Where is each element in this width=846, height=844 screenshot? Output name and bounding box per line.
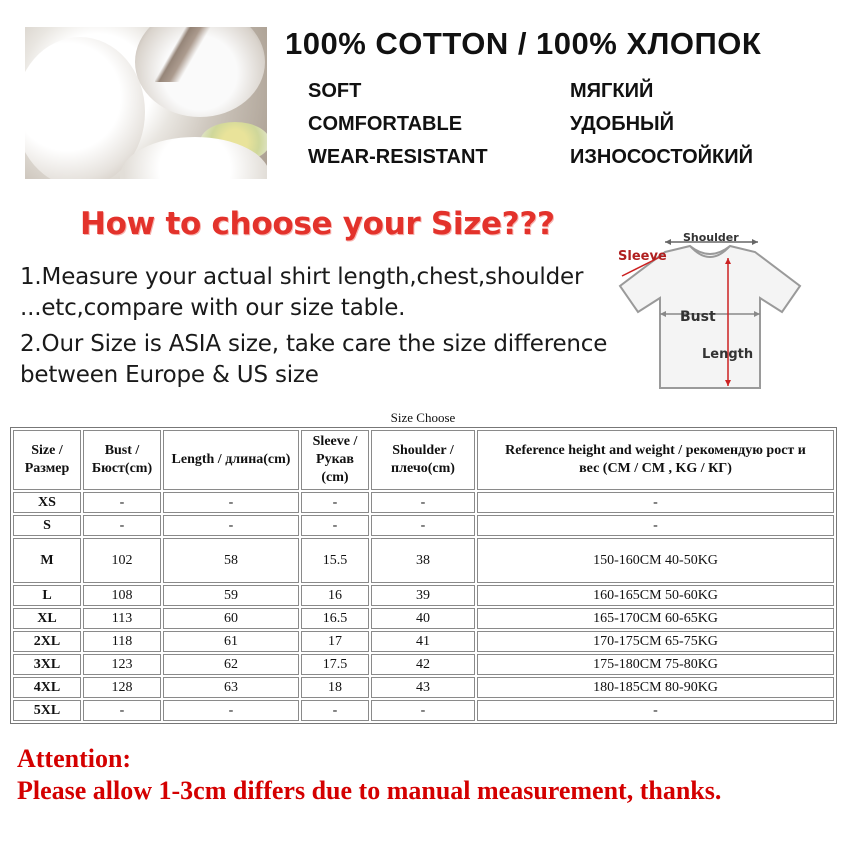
shoulder-cell: 43 bbox=[371, 677, 475, 698]
sleeve-cell: - bbox=[301, 492, 369, 513]
bust-cell: 128 bbox=[83, 677, 161, 698]
feature-ru-wear-resistant: ИЗНОСОСТОЙКИЙ bbox=[570, 146, 753, 168]
length-cell: 61 bbox=[163, 631, 299, 652]
bust-cell: 108 bbox=[83, 585, 161, 606]
reference-cell: 165-170CM 60-65KG bbox=[477, 608, 834, 629]
reference-cell: - bbox=[477, 700, 834, 721]
attention-text: Please allow 1-3cm differs due to manual measurement, thanks. bbox=[17, 776, 722, 805]
reference-cell: 150-160CM 40-50KG bbox=[477, 538, 834, 583]
feature-en-wear-resistant: WEAR-RESISTANT bbox=[308, 146, 488, 168]
reference-cell: - bbox=[477, 492, 834, 513]
table-row bbox=[13, 700, 834, 721]
table-row bbox=[13, 538, 834, 583]
sleeve-cell: - bbox=[301, 515, 369, 536]
header-shoulder: Shoulder / плечо(cm) bbox=[371, 430, 475, 490]
table-caption: Size Choose bbox=[390, 410, 456, 425]
table-row bbox=[13, 492, 834, 513]
header-bust: Bust / Бюст(cm) bbox=[83, 430, 161, 490]
header-length: Length / длина(cm) bbox=[163, 430, 299, 490]
size-cell: 3XL bbox=[13, 654, 81, 675]
bust-cell: 113 bbox=[83, 608, 161, 629]
guide-line-1: 1.Measure your actual shirt length,chest,shoulder bbox=[20, 264, 584, 290]
bust-cell: - bbox=[83, 492, 161, 513]
reference-cell: 180-185CM 80-90KG bbox=[477, 677, 834, 698]
length-cell: 59 bbox=[163, 585, 299, 606]
bust-cell: 118 bbox=[83, 631, 161, 652]
feature-en-soft: SOFT bbox=[308, 80, 362, 102]
length-cell: - bbox=[163, 492, 299, 513]
length-cell: - bbox=[163, 700, 299, 721]
sleeve-cell: - bbox=[301, 700, 369, 721]
shoulder-cell: 41 bbox=[371, 631, 475, 652]
cotton-photo bbox=[25, 27, 267, 179]
guide-line-3: 2.Our Size is ASIA size, take care the size difference bbox=[20, 331, 608, 357]
header-reference: Reference height and weight / рекомендую рост и вес (CM / CM , KG / КГ) bbox=[477, 430, 834, 490]
guide-line-2: ...etc,compare with our size table. bbox=[20, 295, 406, 321]
shoulder-cell: 40 bbox=[371, 608, 475, 629]
sleeve-cell: 16 bbox=[301, 585, 369, 606]
table-row bbox=[13, 608, 834, 629]
length-cell: 60 bbox=[163, 608, 299, 629]
tshirt-measure-diagram bbox=[610, 228, 810, 396]
size-cell: L bbox=[13, 585, 81, 606]
table-header-row bbox=[13, 430, 834, 490]
header-sleeve: Sleeve / Рукав (cm) bbox=[301, 430, 369, 490]
reference-cell: 160-165CM 50-60KG bbox=[477, 585, 834, 606]
sleeve-cell: 15.5 bbox=[301, 538, 369, 583]
guide-line-4: between Europe & US size bbox=[20, 362, 319, 388]
shoulder-cell: - bbox=[371, 515, 475, 536]
table-row bbox=[13, 631, 834, 652]
bust-cell: 123 bbox=[83, 654, 161, 675]
diagram-label-sleeve: Sleeve bbox=[618, 249, 667, 264]
material-headline: 100% COTTON / 100% ХЛОПОК bbox=[285, 26, 762, 61]
size-cell: S bbox=[13, 515, 81, 536]
size-guide-title: How to choose your Size??? bbox=[80, 206, 555, 242]
table-row bbox=[13, 654, 834, 675]
attention-heading: Attention: bbox=[17, 744, 132, 773]
header-size: Size / Размер bbox=[13, 430, 81, 490]
length-cell: 62 bbox=[163, 654, 299, 675]
reference-cell: 175-180CM 75-80KG bbox=[477, 654, 834, 675]
size-cell: 5XL bbox=[13, 700, 81, 721]
length-cell: - bbox=[163, 515, 299, 536]
bust-cell: - bbox=[83, 700, 161, 721]
size-cell: 4XL bbox=[13, 677, 81, 698]
shoulder-cell: 38 bbox=[371, 538, 475, 583]
bust-cell: 102 bbox=[83, 538, 161, 583]
shoulder-cell: - bbox=[371, 700, 475, 721]
table-row bbox=[13, 677, 834, 698]
feature-ru-comfortable: УДОБНЫЙ bbox=[570, 113, 675, 135]
size-cell: 2XL bbox=[13, 631, 81, 652]
shoulder-cell: - bbox=[371, 492, 475, 513]
bust-cell: - bbox=[83, 515, 161, 536]
table-row bbox=[13, 515, 834, 536]
sleeve-cell: 17 bbox=[301, 631, 369, 652]
reference-cell: 170-175CM 65-75KG bbox=[477, 631, 834, 652]
size-cell: XL bbox=[13, 608, 81, 629]
reference-cell: - bbox=[477, 515, 834, 536]
diagram-label-bust: Bust bbox=[680, 309, 716, 325]
shoulder-cell: 39 bbox=[371, 585, 475, 606]
diagram-label-length: Length bbox=[702, 347, 754, 362]
diagram-label-shoulder: Shoulder bbox=[683, 231, 739, 244]
sleeve-cell: 17.5 bbox=[301, 654, 369, 675]
feature-ru-soft: МЯГКИЙ bbox=[570, 80, 654, 102]
size-table bbox=[10, 427, 837, 724]
feature-en-comfortable: COMFORTABLE bbox=[308, 113, 463, 135]
size-cell: XS bbox=[13, 492, 81, 513]
length-cell: 63 bbox=[163, 677, 299, 698]
shoulder-cell: 42 bbox=[371, 654, 475, 675]
length-cell: 58 bbox=[163, 538, 299, 583]
sleeve-cell: 18 bbox=[301, 677, 369, 698]
sleeve-cell: 16.5 bbox=[301, 608, 369, 629]
size-cell: M bbox=[13, 538, 81, 583]
table-row bbox=[13, 585, 834, 606]
